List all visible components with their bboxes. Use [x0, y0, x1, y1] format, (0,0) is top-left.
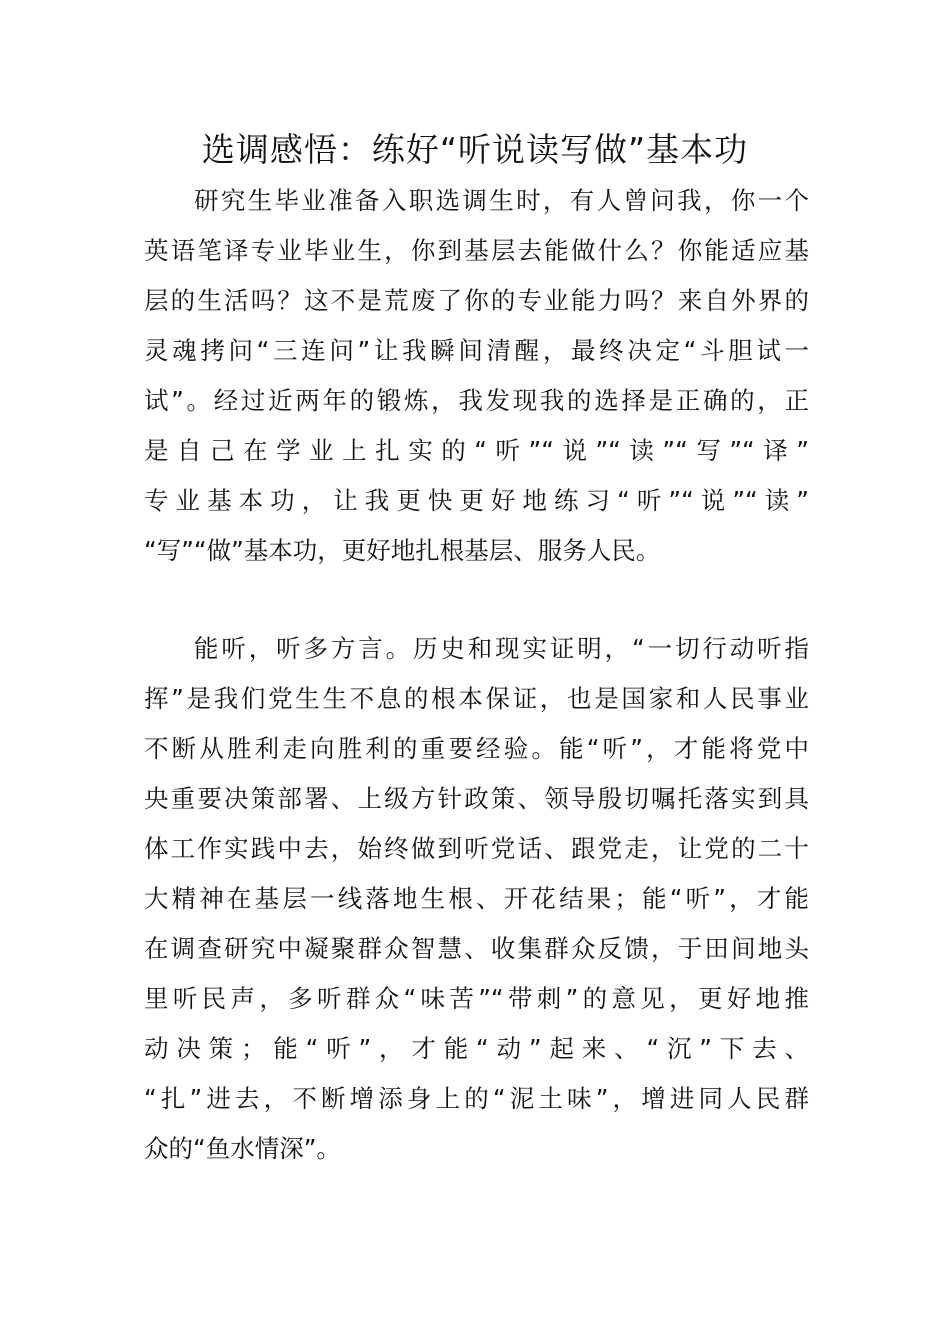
paragraph-line: 灵魂拷问“三连问”让我瞬间清醒，最终决定“斗胆试一: [144, 336, 809, 365]
paragraph-line: 体工作实践中去，始终做到听党话、跟党走，让党的二十: [144, 834, 809, 863]
paragraph-line: 专业基本功，让我更快更好地练习“听”“说”“读”: [144, 486, 809, 515]
paragraph-listening: [144, 624, 809, 1174]
paragraph-line: 研究生毕业准备入职选调生时，有人曾问我，你一个: [194, 186, 809, 215]
document-title: 选调感悟：练好“听说读写做”基本功: [201, 130, 749, 169]
paragraph-intro: [144, 176, 809, 576]
paragraph-line: 里听民声，多听群众“味苦”“带刺”的意见，更好地推: [144, 984, 809, 1013]
paragraph-line: 在调查研究中凝聚群众智慧、收集群众反馈，于田间地头: [144, 934, 809, 963]
paragraph-line: 众的“鱼水情深”。: [144, 1134, 341, 1163]
paragraph-line: 是自己在学业上扎实的“听”“说”“读”“写”“译”: [144, 436, 809, 465]
paragraph-line: “写”“做”基本功，更好地扎根基层、服务人民。: [144, 536, 661, 565]
paragraph-line: “扎”进去，不断增添身上的“泥土味”，增进同人民群: [144, 1084, 809, 1113]
paragraph-line: 动决策；能“听”，才能“动”起来、“沉”下去、: [144, 1034, 809, 1063]
paragraph-line: 能听，听多方言。历史和现实证明，“一切行动听指: [194, 634, 809, 663]
paragraph-line: 层的生活吗？这不是荒废了你的专业能力吗？来自外界的: [144, 286, 809, 315]
paragraph-line: 央重要决策部署、上级方针政策、领导殷切嘱托落实到具: [144, 784, 809, 813]
paragraph-line: 挥”是我们党生生不息的根本保证，也是国家和人民事业: [144, 684, 809, 713]
paragraph-line: 英语笔译专业毕业生，你到基层去能做什么？你能适应基: [144, 236, 809, 265]
paragraph-line: 不断从胜利走向胜利的重要经验。能“听”，才能将党中: [144, 734, 809, 763]
paragraph-line: 大精神在基层一线落地生根、开花结果；能“听”，才能: [144, 884, 809, 913]
paragraph-line: 试”。经过近两年的锻炼，我发现我的选择是正确的，正: [144, 386, 809, 415]
